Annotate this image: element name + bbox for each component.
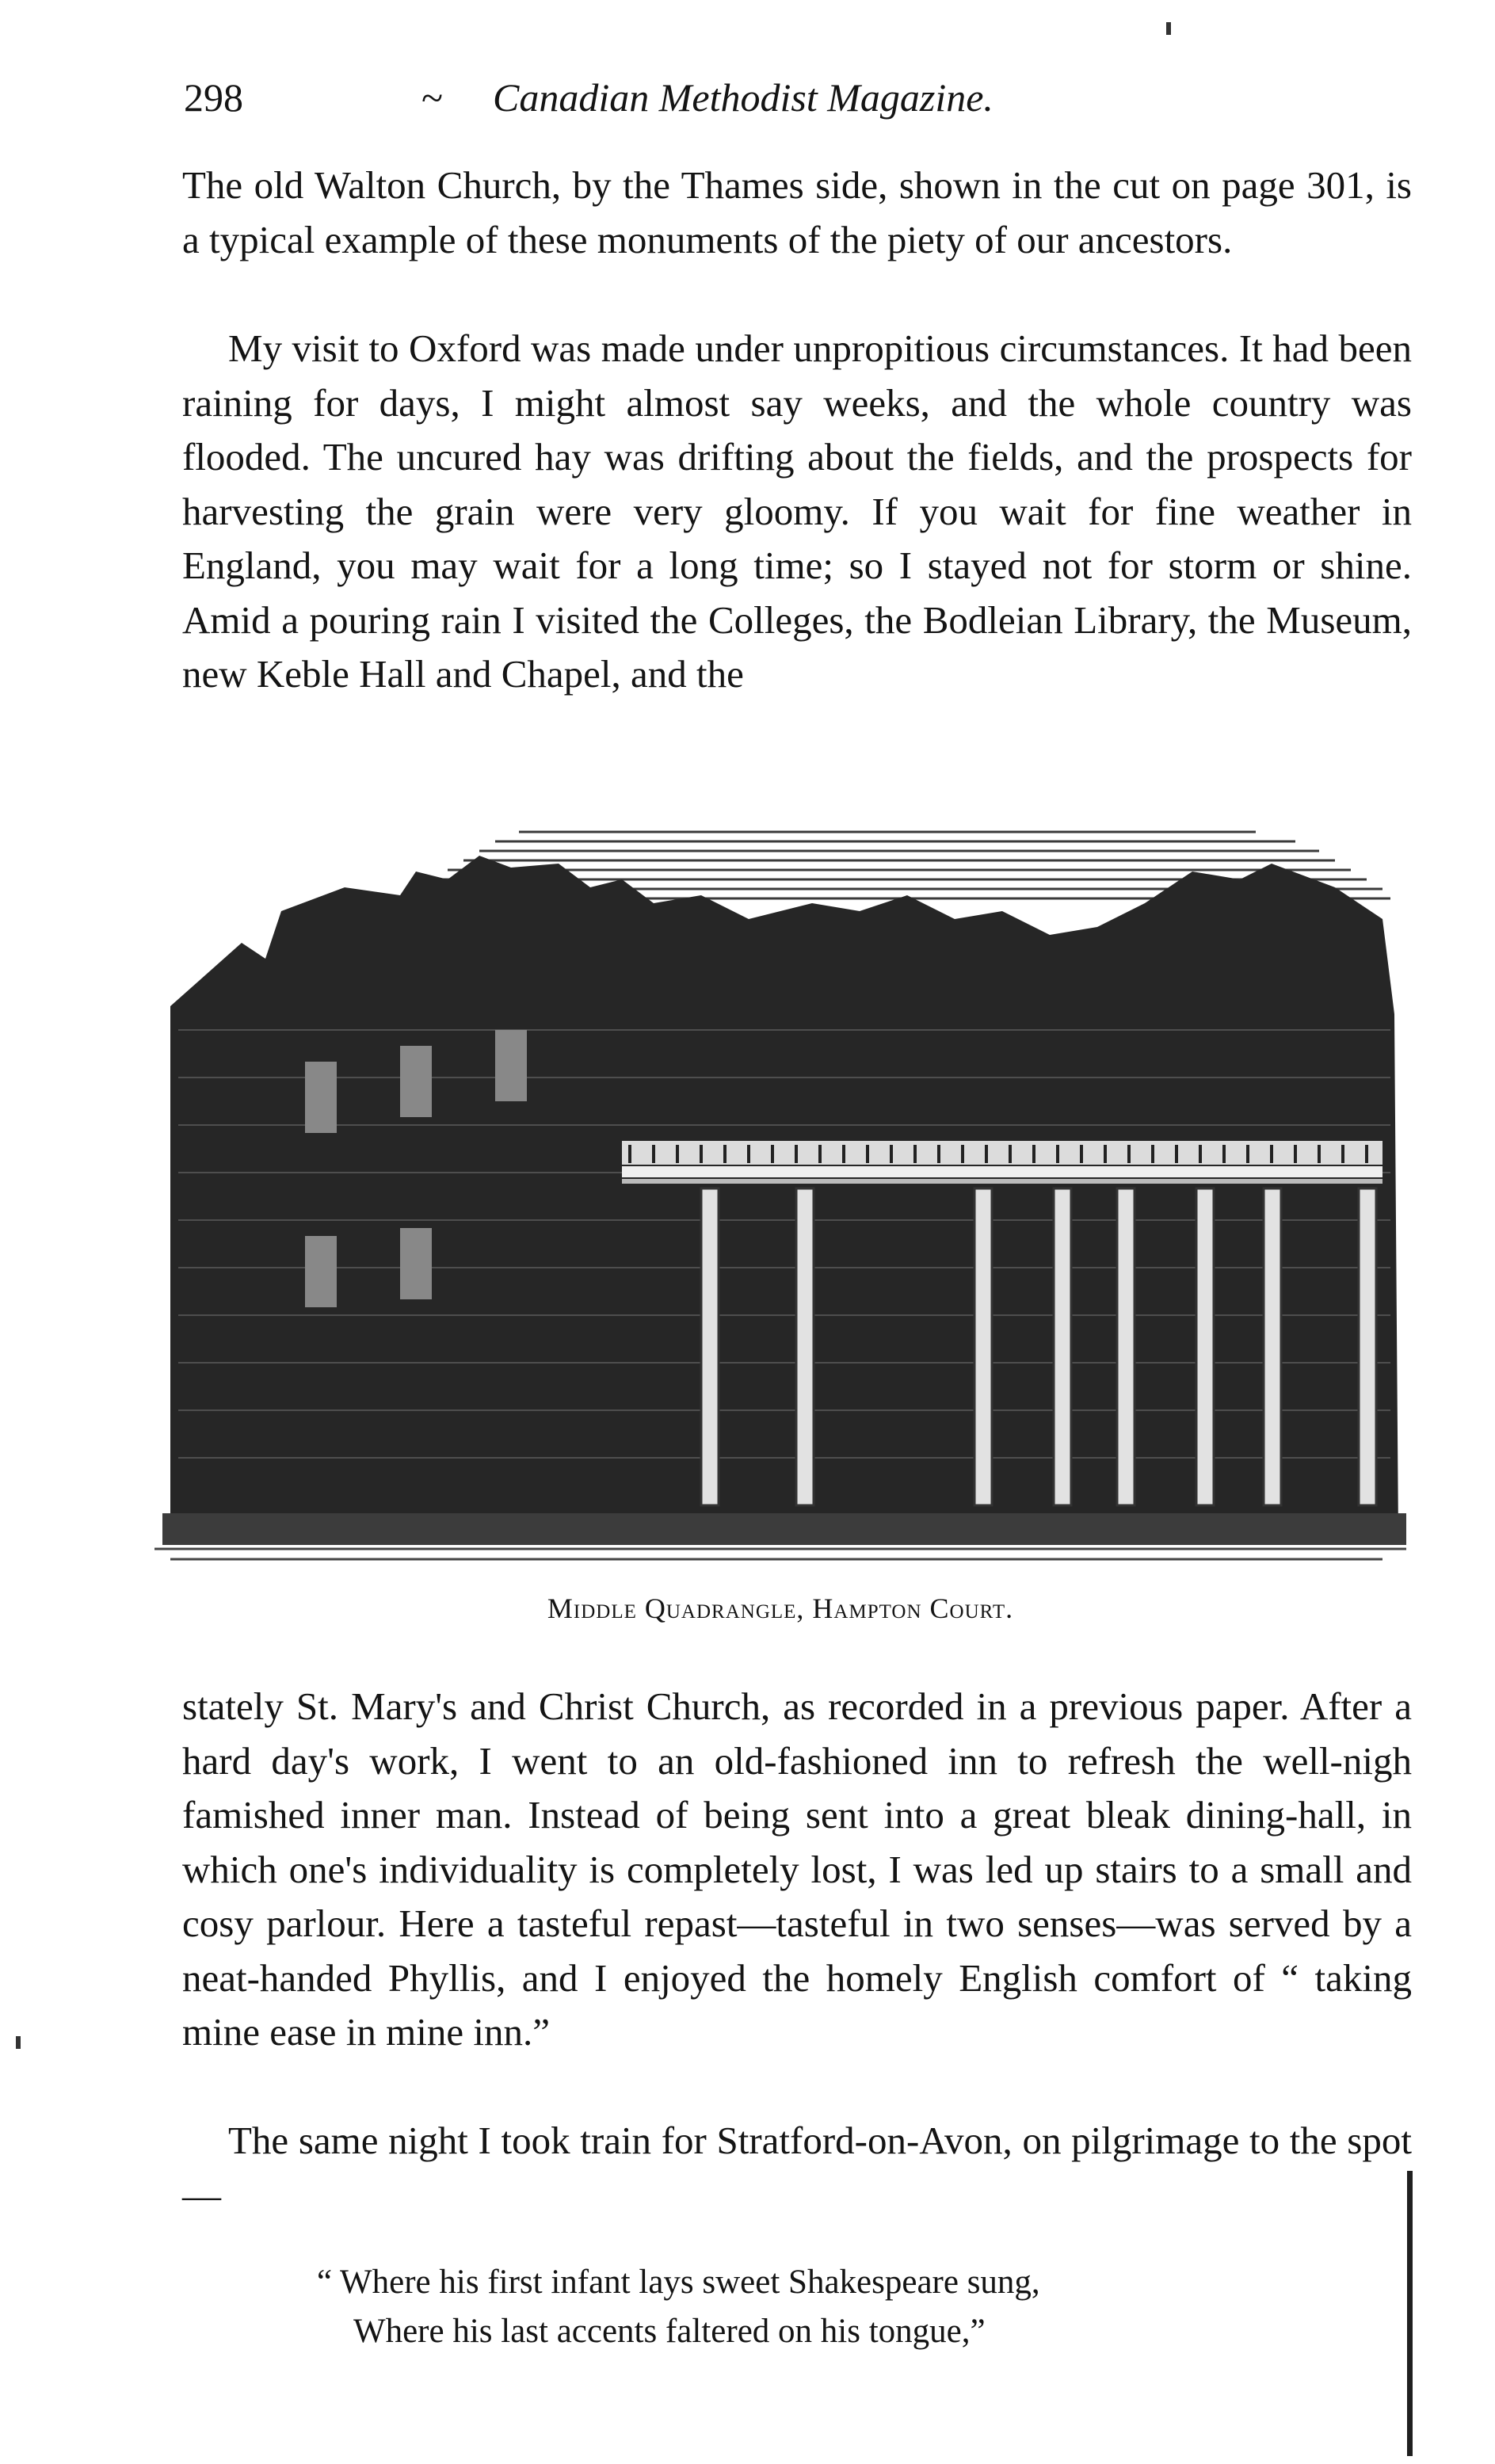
paragraph-inn: stately St. Mary's and Christ Church, as recorded in a previous paper. After a hard day's work, I went to an old-fashioned inn to refresh the well-nigh famished inner man. Instead of being sent into a great bleak dining-hall, in which one's individuality is completely lost, I was led up stairs to a small and cosy parlour. Here a tasteful repast—tasteful in two senses—was served by a neat-handed Phyllis, and I enjoyed the homely English comfort of “ taking mine ease in mine inn.” (182, 1684, 1412, 2054)
engraving-illustration (147, 824, 1414, 1569)
verse-line-1: “ Where his first infant lays sweet Shakespeare sung, (317, 2264, 1040, 2301)
speck-mark (1166, 22, 1171, 35)
page-header (184, 70, 1420, 125)
speck-mark (16, 2036, 21, 2049)
verse-quote (317, 2258, 1347, 2356)
figure-caption: Middle Quadrangle, Hampton Court. (547, 1592, 1014, 1624)
paragraph-walton-church: The old Walton Church, by the Thames side, shown in the cut on page 301, is a typical example of these monuments of the piety of our ancestors. (182, 163, 1412, 261)
paragraph-stratford: The same night I took train for Stratford-on-Avon, on pilgrimage to the spot— (182, 2119, 1412, 2217)
paragraph-oxford-visit: My visit to Oxford was made under unpropitious circumstances. It had been raining for days, I might almost say weeks, and the whole country was flooded. The uncured hay was drifting about the fields, and the prospects for harvesting the grain were very gloomy. If you wait for fine weather in England, you may wait for a long time; so I stayed not for storm or shine. Amid a pouring rain I visited the Colleges, the Bodleian Library, the Museum, new Keble Hall and Chapel, and the (182, 326, 1412, 696)
verse-line-2: Where his last accents faltered on his tongue,” (353, 2313, 986, 2350)
running-title: Canadian Methodist Magazine. (493, 75, 993, 120)
engraving-image (147, 824, 1414, 1569)
binding-edge-mark (1407, 2171, 1413, 2456)
page-number: 298 (184, 75, 243, 120)
header-dash: ~ (421, 75, 444, 120)
